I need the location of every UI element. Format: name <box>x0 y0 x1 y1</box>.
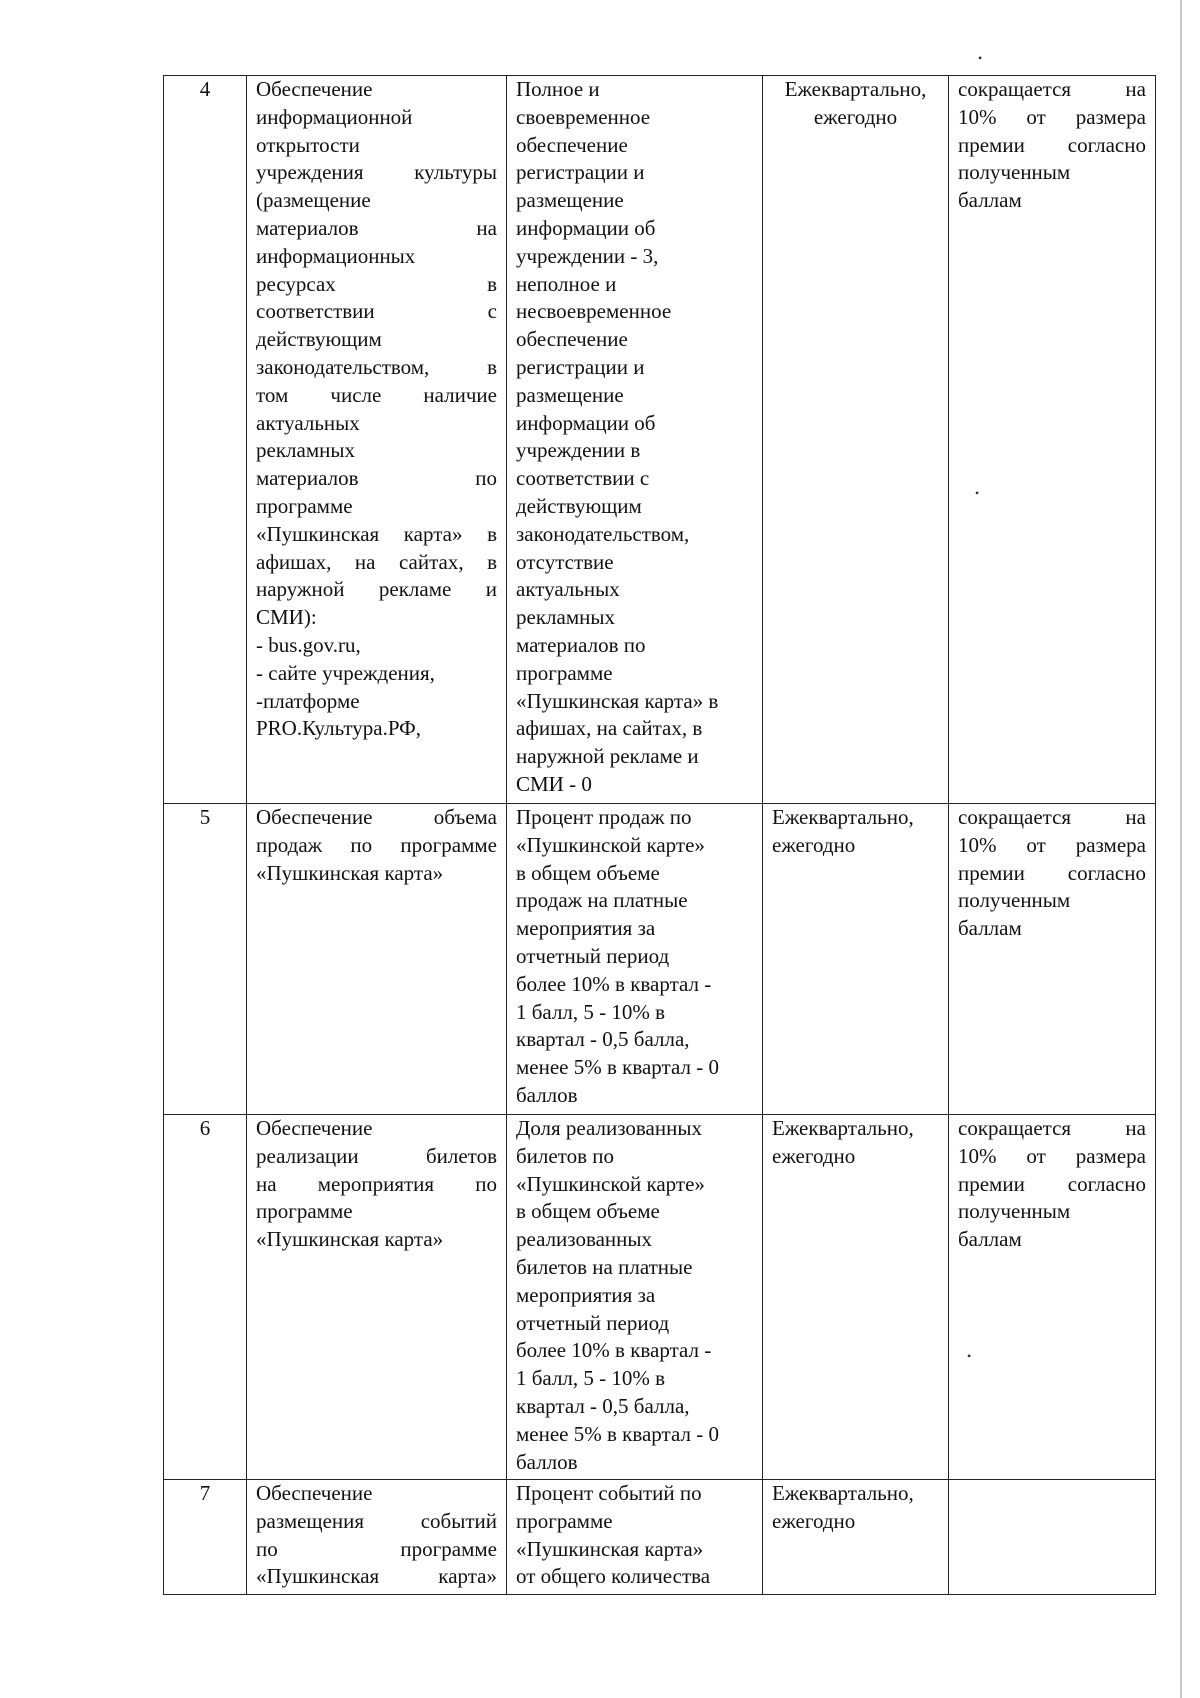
table-row <box>164 76 1156 804</box>
periodicity-cell <box>763 1480 949 1595</box>
scan-speck: • <box>975 486 980 500</box>
result-line: полученным <box>958 1199 1071 1224</box>
criterion-description-line: Процент продаж по <box>516 805 692 829</box>
criterion-name-line: - bus.gov.ru, <box>256 632 361 657</box>
criterion-name-line: учреждения культуры <box>256 160 497 185</box>
criterion-description-line: мероприятия за <box>516 916 656 941</box>
periodicity-cell <box>763 76 949 804</box>
criterion-description-line: реализованных <box>516 1227 653 1252</box>
criteria-table <box>163 75 1156 1595</box>
criterion-description-line: соответствии с <box>516 466 650 491</box>
criterion-description-line: учреждении в <box>516 438 641 463</box>
result-cell <box>949 1480 1156 1595</box>
criterion-description-line: неполное и <box>516 271 617 296</box>
result-line: баллам <box>958 1227 1022 1252</box>
periodicity-line: ежегодно <box>772 1508 856 1533</box>
criterion-description-line: «Пушкинской карте» <box>516 832 705 857</box>
criterion-name-line: Обеспечение <box>256 77 373 101</box>
criterion-description-line: регистрации и <box>516 354 645 379</box>
criterion-description-line: наружной рекламе и <box>516 744 699 769</box>
row-number: 4 <box>199 77 211 101</box>
criterion-name-line: размещения событий <box>256 1508 497 1533</box>
criterion-name-line: Обеспечение <box>256 1116 373 1140</box>
criterion-name-line: афишах, на сайтах, в <box>256 549 497 574</box>
result-line: премии согласно <box>958 1171 1146 1196</box>
table-row <box>164 1480 1156 1595</box>
row-number: 5 <box>199 805 211 829</box>
criterion-name-cell <box>247 1115 507 1480</box>
criterion-description-line: информации об <box>516 410 656 435</box>
table-body <box>164 76 1156 1595</box>
criterion-name-line: программе <box>256 493 353 518</box>
criterion-name-line: рекламных <box>256 438 355 463</box>
result-line: полученным <box>958 888 1071 913</box>
criterion-name-line: соответствии с <box>256 299 497 324</box>
criterion-description-line: в общем объеме <box>516 860 660 885</box>
result-cell <box>949 76 1156 804</box>
criterion-description-line: размещение <box>516 188 624 213</box>
criterion-name-line: информационных <box>256 243 416 268</box>
criterion-description-line: СМИ - 0 <box>516 771 592 796</box>
criterion-description-line: рекламных <box>516 605 615 630</box>
criterion-name-line: Обеспечение объема <box>256 805 497 829</box>
result-line: 10% от размера <box>958 832 1146 857</box>
criterion-description-line: материалов по <box>516 632 646 657</box>
scan-speck: • <box>978 51 983 65</box>
criterion-description-line: отчетный период <box>516 943 670 968</box>
criterion-name-line: ресурсах в <box>256 271 497 296</box>
criterion-name-line: том числе наличие <box>256 382 497 407</box>
row-number: 7 <box>199 1481 211 1505</box>
result-line: сокращается на <box>958 1116 1146 1140</box>
criterion-description-line: обеспечение <box>516 327 628 352</box>
criterion-description-line: «Пушкинская карта» <box>516 1536 704 1561</box>
result-line: премии согласно <box>958 132 1146 157</box>
criterion-description-cell <box>507 1480 763 1595</box>
criterion-description-line: мероприятия за <box>516 1282 656 1307</box>
criterion-description-line: более 10% в квартал - <box>516 1338 712 1363</box>
row-number: 6 <box>199 1116 211 1140</box>
criterion-description-line: более 10% в квартал - <box>516 971 712 996</box>
criterion-description-line: учреждении - 3, <box>516 243 659 268</box>
result-line: 10% от размера <box>958 104 1146 129</box>
criterion-name-line: реализации билетов <box>256 1143 497 1168</box>
periodicity-line: Ежеквартально, <box>772 1116 914 1140</box>
criterion-name-line: «Пушкинская карта» в <box>256 521 497 546</box>
result-line: сокращается на <box>958 77 1146 101</box>
periodicity-cell <box>763 804 949 1115</box>
criterion-description-line: «Пушкинской карте» <box>516 1171 705 1196</box>
criterion-name-line: на мероприятия по <box>256 1171 497 1196</box>
criterion-name-line: информационной <box>256 104 413 129</box>
criterion-name-line: «Пушкинская карта» <box>256 860 444 885</box>
result-line: 10% от размера <box>958 1143 1146 1168</box>
criterion-name-line: «Пушкинская карта» <box>256 1564 497 1589</box>
criterion-description-line: продаж на платные <box>516 888 688 913</box>
periodicity-line: ежегодно <box>772 832 856 857</box>
result-line: баллам <box>958 188 1022 213</box>
criterion-name-line: «Пушкинская карта» <box>256 1227 444 1252</box>
page-edge-line <box>1180 0 1182 1698</box>
criterion-description-line: законодательством, <box>516 521 690 546</box>
criterion-name-line: по программе <box>256 1536 497 1561</box>
criterion-name-line: продаж по программе <box>256 832 497 857</box>
criterion-description-line: менее 5% в квартал - 0 <box>516 1421 719 1446</box>
criterion-description-line: афишах, на сайтах, в <box>516 716 703 741</box>
periodicity-line: Ежеквартально, <box>784 77 927 101</box>
criterion-description-line: квартал - 0,5 балла, <box>516 1027 690 1052</box>
criterion-name-line: программе <box>256 1199 353 1224</box>
criterion-description-line: менее 5% в квартал - 0 <box>516 1055 719 1080</box>
criterion-description-line: размещение <box>516 382 624 407</box>
criterion-description-line: билетов по <box>516 1143 615 1168</box>
criterion-name-line: (размещение <box>256 188 371 213</box>
row-number-cell <box>164 804 247 1115</box>
criterion-description-line: 1 балл, 5 - 10% в <box>516 1366 666 1391</box>
criterion-name-line: материалов на <box>256 215 497 240</box>
criterion-name-line: материалов по <box>256 466 497 491</box>
criterion-description-line: баллов <box>516 1449 578 1474</box>
criterion-description-line: «Пушкинская карта» в <box>516 688 719 713</box>
result-line: баллам <box>958 916 1022 941</box>
criterion-description-cell <box>507 1115 763 1480</box>
criterion-description-cell <box>507 804 763 1115</box>
criterion-name-line: PRO.Культура.РФ, <box>256 716 421 741</box>
criterion-description-line: Процент событий по <box>516 1481 702 1505</box>
periodicity-line: Ежеквартально, <box>772 1481 914 1505</box>
criterion-description-line: квартал - 0,5 балла, <box>516 1393 690 1418</box>
criterion-description-line: регистрации и <box>516 160 645 185</box>
criterion-name-cell <box>247 76 507 804</box>
criterion-description-line: действующим <box>516 493 642 518</box>
criterion-description-line: программе <box>516 660 613 685</box>
criterion-description-line: отсутствие <box>516 549 614 574</box>
periodicity-line: Ежеквартально, <box>772 805 914 829</box>
criterion-description-line: Доля реализованных <box>516 1116 702 1140</box>
criterion-description-line: билетов на платные <box>516 1254 693 1279</box>
result-cell <box>949 804 1156 1115</box>
criterion-name-line: -платформе <box>256 688 360 713</box>
criterion-description-cell <box>507 76 763 804</box>
criterion-description-line: от общего количества <box>516 1564 711 1589</box>
criterion-name-line: открытости <box>256 132 360 157</box>
criterion-description-line: актуальных <box>516 577 620 602</box>
result-line: полученным <box>958 160 1071 185</box>
criterion-name-cell <box>247 804 507 1115</box>
criterion-name-line: СМИ): <box>256 605 317 630</box>
criterion-name-line: действующим <box>256 327 382 352</box>
criterion-description-line: своевременное <box>516 104 651 129</box>
criterion-description-line: в общем объеме <box>516 1199 660 1224</box>
criterion-description-line: отчетный период <box>516 1310 670 1335</box>
result-line: сокращается на <box>958 805 1146 829</box>
criterion-description-line: обеспечение <box>516 132 628 157</box>
criterion-description-line: информации об <box>516 215 656 240</box>
criterion-description-line: баллов <box>516 1082 578 1107</box>
result-line: премии согласно <box>958 860 1146 885</box>
row-number-cell <box>164 1480 247 1595</box>
criterion-description-line: несвоевременное <box>516 299 672 324</box>
criterion-description-line: Полное и <box>516 77 600 101</box>
criterion-name-cell <box>247 1480 507 1595</box>
row-number-cell <box>164 76 247 804</box>
periodicity-line: ежегодно <box>813 104 898 129</box>
criterion-name-line: - сайте учреждения, <box>256 660 435 685</box>
criterion-name-line: Обеспечение <box>256 1481 373 1505</box>
criterion-name-line: наружной рекламе и <box>256 577 497 602</box>
table-row <box>164 1115 1156 1480</box>
row-number-cell <box>164 1115 247 1480</box>
table-row <box>164 804 1156 1115</box>
criterion-name-line: актуальных <box>256 410 360 435</box>
criterion-name-line: законодательством, в <box>256 354 497 379</box>
result-cell <box>949 1115 1156 1480</box>
scan-speck: • <box>967 1349 972 1363</box>
criterion-description-line: программе <box>516 1508 613 1533</box>
periodicity-line: ежегодно <box>772 1143 856 1168</box>
periodicity-cell <box>763 1115 949 1480</box>
criterion-description-line: 1 балл, 5 - 10% в <box>516 999 666 1024</box>
